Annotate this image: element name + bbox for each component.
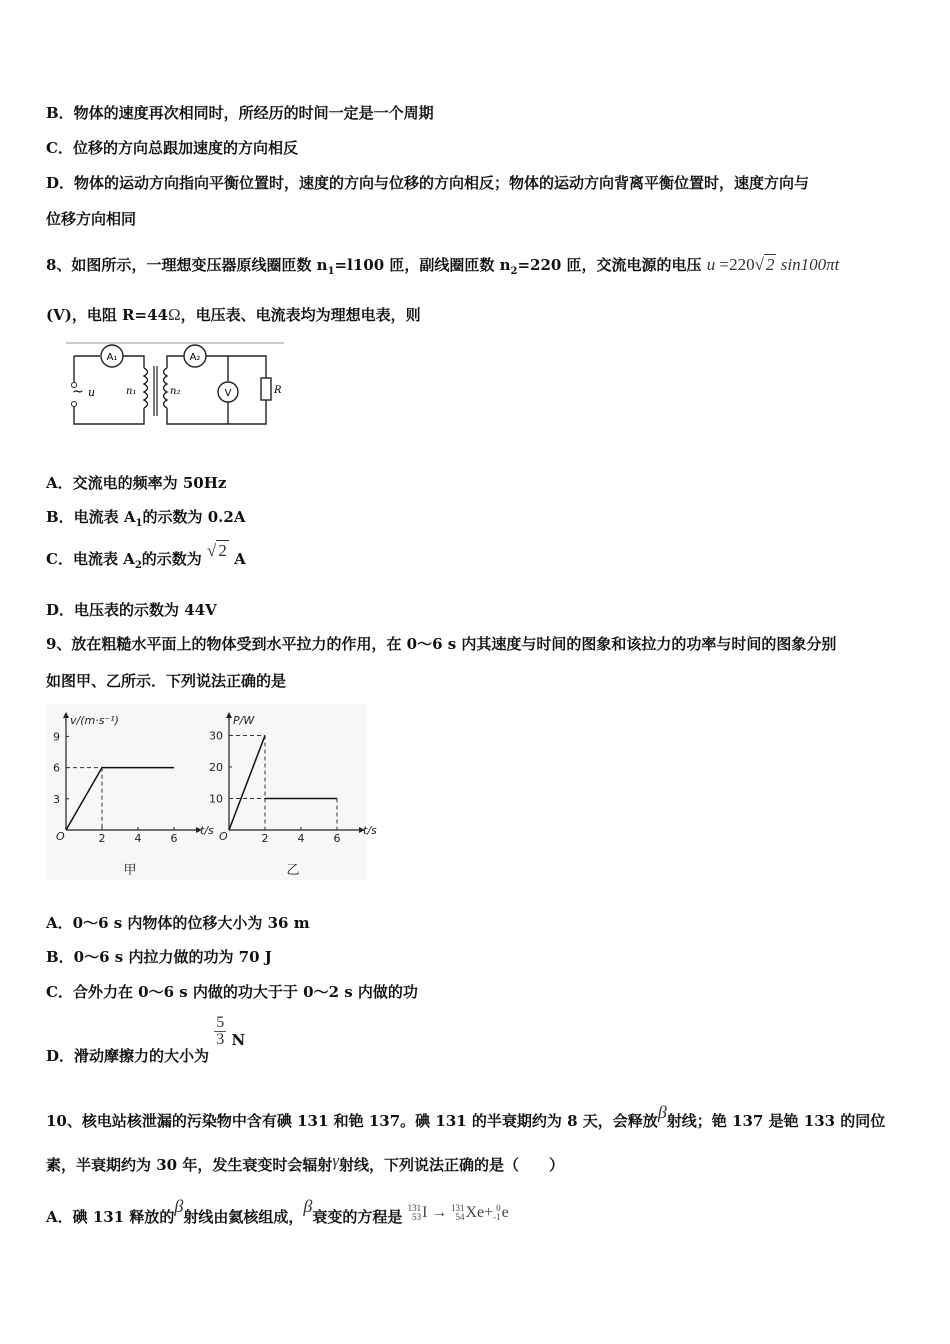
q9-option-b: B．0～6 s 内拉力做的功为 70 J: [46, 948, 272, 966]
q7-option-b: B．物体的速度再次相同时，所经历的时间一定是一个周期: [46, 104, 434, 122]
gamma-symbol: γ: [332, 1151, 340, 1170]
y-axis-label: P/W: [233, 714, 255, 727]
x-tick-label: 6: [333, 832, 341, 845]
origin-label: O: [56, 830, 65, 843]
ac-source-symbol: ~: [72, 384, 84, 400]
beta-symbol: β: [657, 1102, 667, 1122]
x-tick-label: 4: [134, 832, 142, 845]
q8-stem-line2: (V)，电阻 R=44Ω，电压表、电流表均为理想电表，则: [46, 305, 421, 324]
q10-option-a: A．碘 131 释放的β射线由氦核组成，β衰变的方程是 131 53I → 131 54Xe+ 0 -1e: [46, 1196, 509, 1226]
chart-caption: 乙: [286, 863, 300, 878]
x-tick-label: 4: [297, 832, 305, 845]
y-tick-label: 9: [53, 730, 60, 744]
decay-equation: 131 53I → 131 54Xe+ 0 -1e: [407, 1202, 509, 1222]
transformer-circuit-diagram: [60, 338, 290, 430]
q9-option-c: C．合外力在 0～6 s 内做的功大于于 0～2 s 内做的功: [46, 983, 418, 1001]
fraction-5-3: $\frac{5}{3}$: [216, 1014, 225, 1048]
q10-stem-line1: 10、核电站核泄漏的污染物中含有碘 131 和铯 137。碘 131 的半衰期约为 8 天，会释放β射线；铯 137 是铯 133 的同位: [46, 1102, 886, 1130]
q7-option-d-line2: 位移方向相同: [46, 210, 137, 228]
y-tick-label: 10: [209, 792, 223, 806]
q8-voltage-formula: u =220√ 2 sin100πt: [706, 255, 840, 274]
q8-stem-line1: 8、如图所示，一理想变压器原线圈匝数 $n_1=l100$ 匝，副线圈匝数 $n_2=220$ 匝，交流电源的电压 u =220√ 2 sin100πt: [46, 255, 840, 277]
ammeter-a2-label: A₂: [189, 352, 201, 363]
y-tick-label: 20: [209, 760, 223, 774]
source-u-label: u: [88, 386, 96, 399]
q9-charts: [46, 704, 377, 880]
y-tick-label: 30: [209, 729, 223, 743]
x-axis-label: t/s: [200, 824, 214, 837]
x-tick-label: 6: [170, 832, 178, 845]
n2-label: n₂: [170, 386, 181, 397]
origin-label: O: [219, 830, 228, 843]
x-axis-label: t/s: [363, 824, 377, 837]
q9-option-a: A．0～6 s 内物体的位移大小为 36 m: [46, 914, 310, 932]
y-tick-label: 3: [53, 792, 60, 806]
x-tick-label: 2: [261, 832, 269, 845]
q10-stem-line2: 素，半衰期约为 30 年，发生衰变时会辐射γ射线，下列说法正确的是（ ）: [46, 1151, 565, 1174]
y-tick-label: 6: [53, 761, 60, 775]
chart-caption: 甲: [123, 863, 137, 878]
ammeter-a1-label: A₁: [106, 352, 118, 363]
voltmeter-label: V: [224, 388, 232, 399]
n1-label: n₁: [126, 386, 137, 397]
q8-option-c: C．电流表 $A_2$的示数为 √ 2 A: [46, 541, 246, 571]
q8-option-d: D．电压表的示数为 44V: [46, 601, 217, 619]
q9-stem-line2: 如图甲、乙所示．下列说法正确的是: [46, 672, 287, 690]
q7-option-c: C．位移的方向总跟加速度的方向相反: [46, 139, 298, 157]
q7-option-d-line1: D．物体的运动方向指向平衡位置时，速度的方向与位移的方向相反；物体的运动方向背离平衡位置时，速度方向与: [46, 174, 810, 192]
q9-stem-line1: 9、放在粗糙水平面上的物体受到水平拉力的作用，在 0～6 s 内其速度与时间的图象和该拉力的功率与时间的图象分别: [46, 635, 837, 653]
q8-option-a: A．交流电的频率为 50Hz: [46, 474, 227, 492]
q9-option-d: D．滑动摩擦力的大小为 $\frac{5}{3}$ N: [46, 1014, 246, 1065]
y-axis-label: v/(m·s⁻¹): [70, 714, 119, 727]
q8-option-b: B．电流表 $A_1$的示数为 0.2A: [46, 508, 246, 529]
resistor: [261, 378, 271, 400]
x-tick-label: 2: [98, 832, 106, 845]
resistor-label: R: [274, 385, 282, 396]
